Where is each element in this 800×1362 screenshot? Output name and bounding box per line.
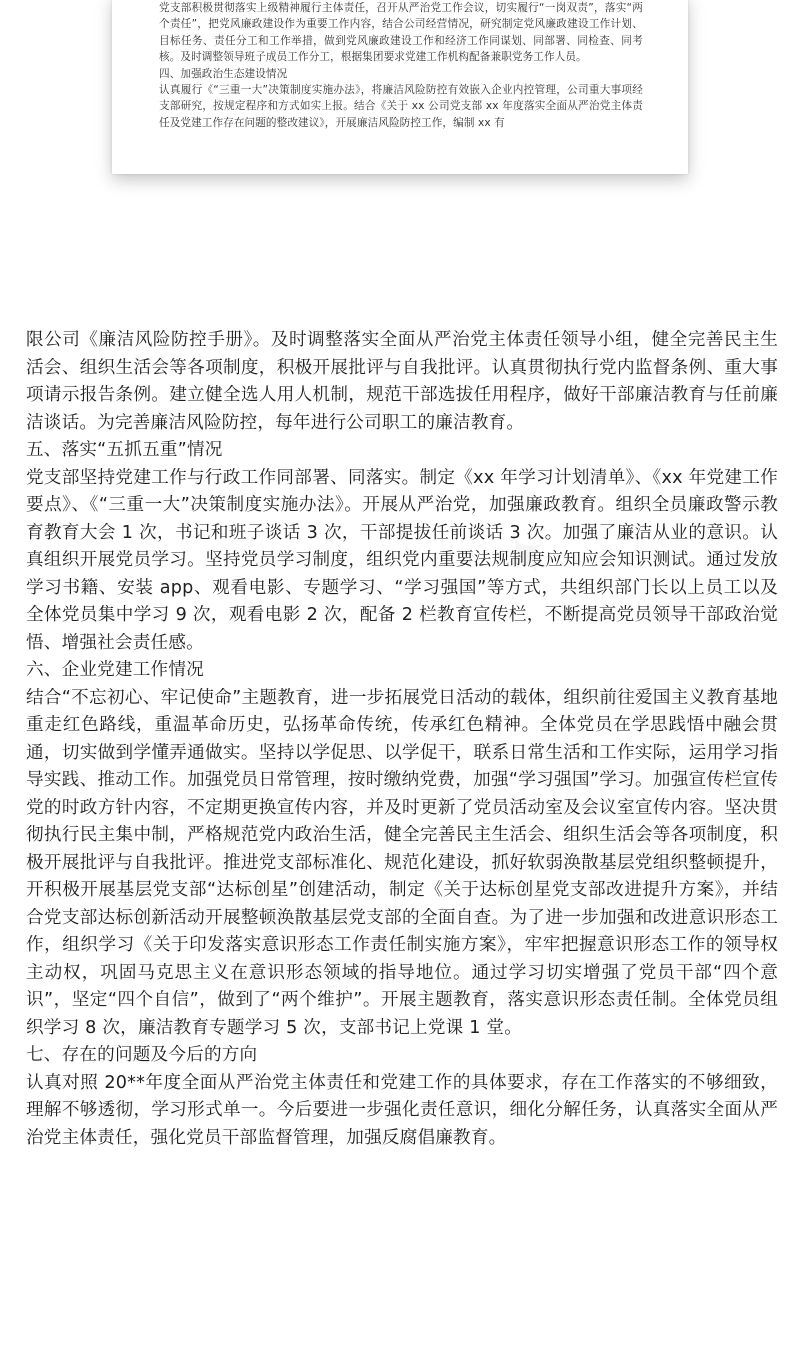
- body-paragraph: 认真对照 20**年度全面从严治党主体责任和党建工作的具体要求，存在工作落实的不够细致，理解不够透彻，学习形式单一。今后要进一步强化责任意识，细化分解任务，认真落实全面从严治党主体责任，强化党员干部监督管理，加强反腐倡廉教育。: [26, 1072, 778, 1148]
- document-body: [26, 327, 778, 1152]
- section-heading: 六、企业党建工作情况: [26, 660, 204, 680]
- body-paragraph: 限公司《廉洁风险防控手册》。及时调整落实全面从严治党主体责任领导小组，健全完善民主生活会、组织生活会等各项制度，积极开展批评与自我批评。认真贯彻执行党内监督条例、重大事项请示报告条例。建立健全选人用人机制，规范干部选拔任用程序，做好干部廉洁教育与任前廉洁谈话。为完善廉洁风险防控，每年进行公司职工的廉洁教育。: [26, 330, 778, 433]
- section-heading: 五、落实“五抓五重”情况: [26, 440, 223, 460]
- document-page-preview: [112, 0, 688, 174]
- preview-paragraph: 认真履行《“三重一大”决策制度实施办法》，将廉洁风险防控有效嵌入企业内控管理，公司重大事项经支部研究，按规定程序和方式如实上报。结合《关于 xx 公司党支部 xx 年度落实全面从严治党主体责任及党建工作存在问题的整改建议》，开展廉洁风险防控工作，编制 xx 有: [159, 84, 643, 129]
- body-paragraph: 党支部坚持党建工作与行政工作同部署、同落实。制定《xx 年学习计划清单》、《xx 年党建工作要点》、《“三重一大”决策制度实施办法》。开展从严治党，加强廉政教育。组织全员廉政警示教育教育大会 1 次，书记和班子谈话 3 次，干部提拔任前谈话 3 次。加强了廉洁从业的意识。认真组织开展党员学习。坚持党员学习制度，组织党内重要法规制度应知应会知识测试。通过发放学习书籍、安装 app、观看电影、专题学习、“学习强国”等方式，共组织部门长以上员工以及全体党员集中学习 9 次，观看电影 2 次，配备 2 栏教育宣传栏，不断提高党员领导干部政治觉悟、增强社会责任感。: [26, 467, 778, 653]
- body-paragraph: 结合“不忘初心、牢记使命”主题教育，进一步拓展党日活动的载体，组织前往爱国主义教育基地重走红色路线，重温革命历史，弘扬革命传统，传承红色精神。全体党员在学思践悟中融会贯通，切实做到学懂弄通做实。坚持以学促思、以学促干，联系日常生活和工作实际，运用学习指导实践、推动工作。加强党员日常管理，按时缴纳党费，加强“学习强国”学习。加强宣传栏宣传党的时政方针内容，不定期更换宣传内容，并及时更新了党员活动室及会议室宣传内容。坚决贯彻执行民主集中制，严格规范党内政治生活，健全完善民主生活会、组织生活会等各项制度，积极开展批评与自我批评。推进党支部标准化、规范化建设，抓好软弱涣散基层党组织整顿提升，开积极开展基层党支部“达标创星”创建活动，制定《关于达标创星党支部改进提升方案》，并结合党支部达标创新活动开展整顿涣散基层党支部的全面自查。为了进一步加强和改进意识形态工作，组织学习《关于印发落实意识形态工作责任制实施方案》，牢牢把握意识形态工作的领导权主动权，巩固马克思主义在意识形态领域的指导地位。通过学习切实增强了党员干部“四个意识”，坚定“四个自信”，做到了“两个维护”。开展主题教育，落实意识形态责任制。全体党员组织学习 8 次，廉洁教育专题学习 5 次，支部书记上党课 1 堂。: [26, 687, 778, 1038]
- preview-paragraph: 党支部积极贯彻落实上级精神履行主体责任，召开从严治党工作会议，切实履行“一岗双责”，落实“两个责任”，把党风廉政建设作为重要工作内容，结合公司经营情况，研究制定党风廉政建设工作计划、目标任务、责任分工和工作举措，做到党风廉政建设工作和经济工作同谋划、同部署、同检查、同考核。及时调整领导班子成员工作分工，根据集团要求党建工作机构配备兼职党务工作人员。: [159, 2, 643, 64]
- section-heading: 七、存在的问题及今后的方向: [26, 1045, 258, 1065]
- preview-heading: 四、加强政治生态建设情况: [159, 67, 288, 80]
- preview-text-block: [159, 0, 643, 131]
- document-preview-area: [0, 0, 800, 230]
